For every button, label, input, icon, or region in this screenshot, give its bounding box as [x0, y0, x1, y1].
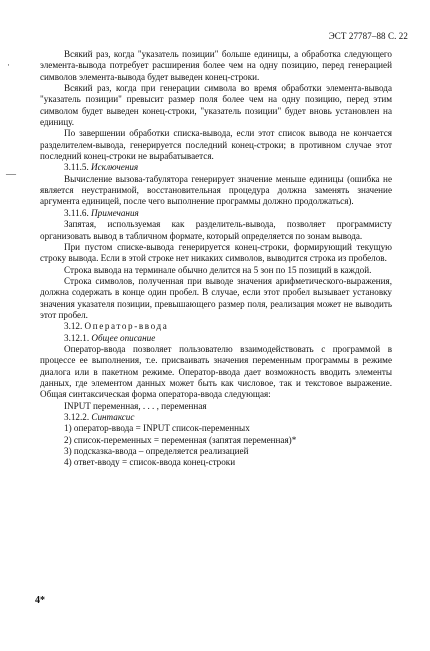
section-title: Примечания	[91, 207, 139, 218]
paragraph: Вычисление вызова-табулятора генерирует значение меньше единицы (ошибка не является неустранимой, восстановительная процедура должна заменять значение аргумента единицей, после чего выполнение программы должно продолжаться).	[40, 173, 392, 207]
section-number: 3.12.1.	[64, 332, 90, 343]
paragraph: Всякий раз, когда "указатель позиции" больше единицы, а обработка следующего элемента-вывода потребует расширения более чем на одну позицию, перед генерацией символов элемента-вывода будет выведен конец-строки.	[40, 49, 392, 82]
signature-mark: 4*	[35, 595, 45, 606]
list-item: 1) оператор-ввода = INPUT список-переменных	[64, 423, 250, 434]
section-heading	[40, 162, 392, 173]
section-heading	[40, 333, 392, 344]
section-number: 3.11.5.	[64, 162, 89, 173]
section-number: 3.11.6.	[64, 207, 89, 218]
section-heading	[40, 321, 392, 332]
section-number: 3.12.2.	[64, 412, 90, 422]
list-item: INPUT переменная, . . . , переменная	[64, 400, 207, 411]
paragraph: По завершении обработки списка-вывода, если этот список вывода не кончается разделителем-вывода, генерируется последний конец-строки; в противном случае этот последний конец-строки не вырабатывается.	[40, 128, 392, 162]
paragraph: Запятая, используемая как разделитель-вывода, позволяет программисту организовать вывод в табличном формате, который определяется по зонам вывода.	[40, 219, 392, 241]
paragraph: Строка вывода на терминале обычно делится на 5 зон по 15 позиций в каждой.	[64, 264, 372, 275]
section-number: 3.12.	[64, 321, 83, 332]
margin-dot-mark: ·	[7, 60, 10, 70]
body-text	[40, 49, 392, 469]
section-title: Общее описание	[91, 332, 156, 343]
section-title: Оператор-ввода	[84, 321, 169, 332]
list-item: 4) ответ-вводу = список-ввода конец-строки	[64, 457, 236, 468]
running-header: ЭСТ 27787–88 С. 22	[328, 31, 408, 41]
paragraph: Всякий раз, когда при генерации символа во время обработки элемента-вывода "указатель позиции" превысит размер поля более чем на одну позицию, перед этим символом будет выведен конец-строки, "указатель позиции" будет вновь установлен на единицу.	[40, 83, 392, 128]
paragraph: Строка символов, полученная при выводе значения арифметического-выражения, должна содержать в конце один пробел. В случае, если этот пробел вызывает установку значения указателя позиции, превышающего размер поля, реализация может не выводить этот пробел.	[40, 275, 392, 320]
paragraph: Оператор-ввода позволяет пользователю взаимодействовать с программой в процессе ее выполнения, т.е. присваивать значения переменным программы в режиме диалога или в пакетном режиме. Оператор-ввода дает возможность вводить элементы данных, где элементом данных может быть как числовое, так и текстовое выражение. Общая синтаксическая форма оператора-ввода следующая:	[40, 343, 392, 400]
list-item: 3) подсказка-ввода – определяется реализацией	[64, 446, 249, 457]
section-heading	[40, 412, 392, 423]
section-heading	[40, 208, 392, 219]
paragraph: При пустом списке-вывода генерируется конец-строки, формирующий текущую строку вывода. Если в этой строке нет никаких символов, выводится строка из пробелов.	[40, 241, 392, 264]
section-title: Синтаксис	[91, 412, 135, 422]
margin-dash-mark: —	[6, 169, 16, 180]
section-title: Исключения	[91, 162, 139, 173]
list-item: 2) список-переменных = переменная (запятая переменная)*	[64, 434, 297, 445]
